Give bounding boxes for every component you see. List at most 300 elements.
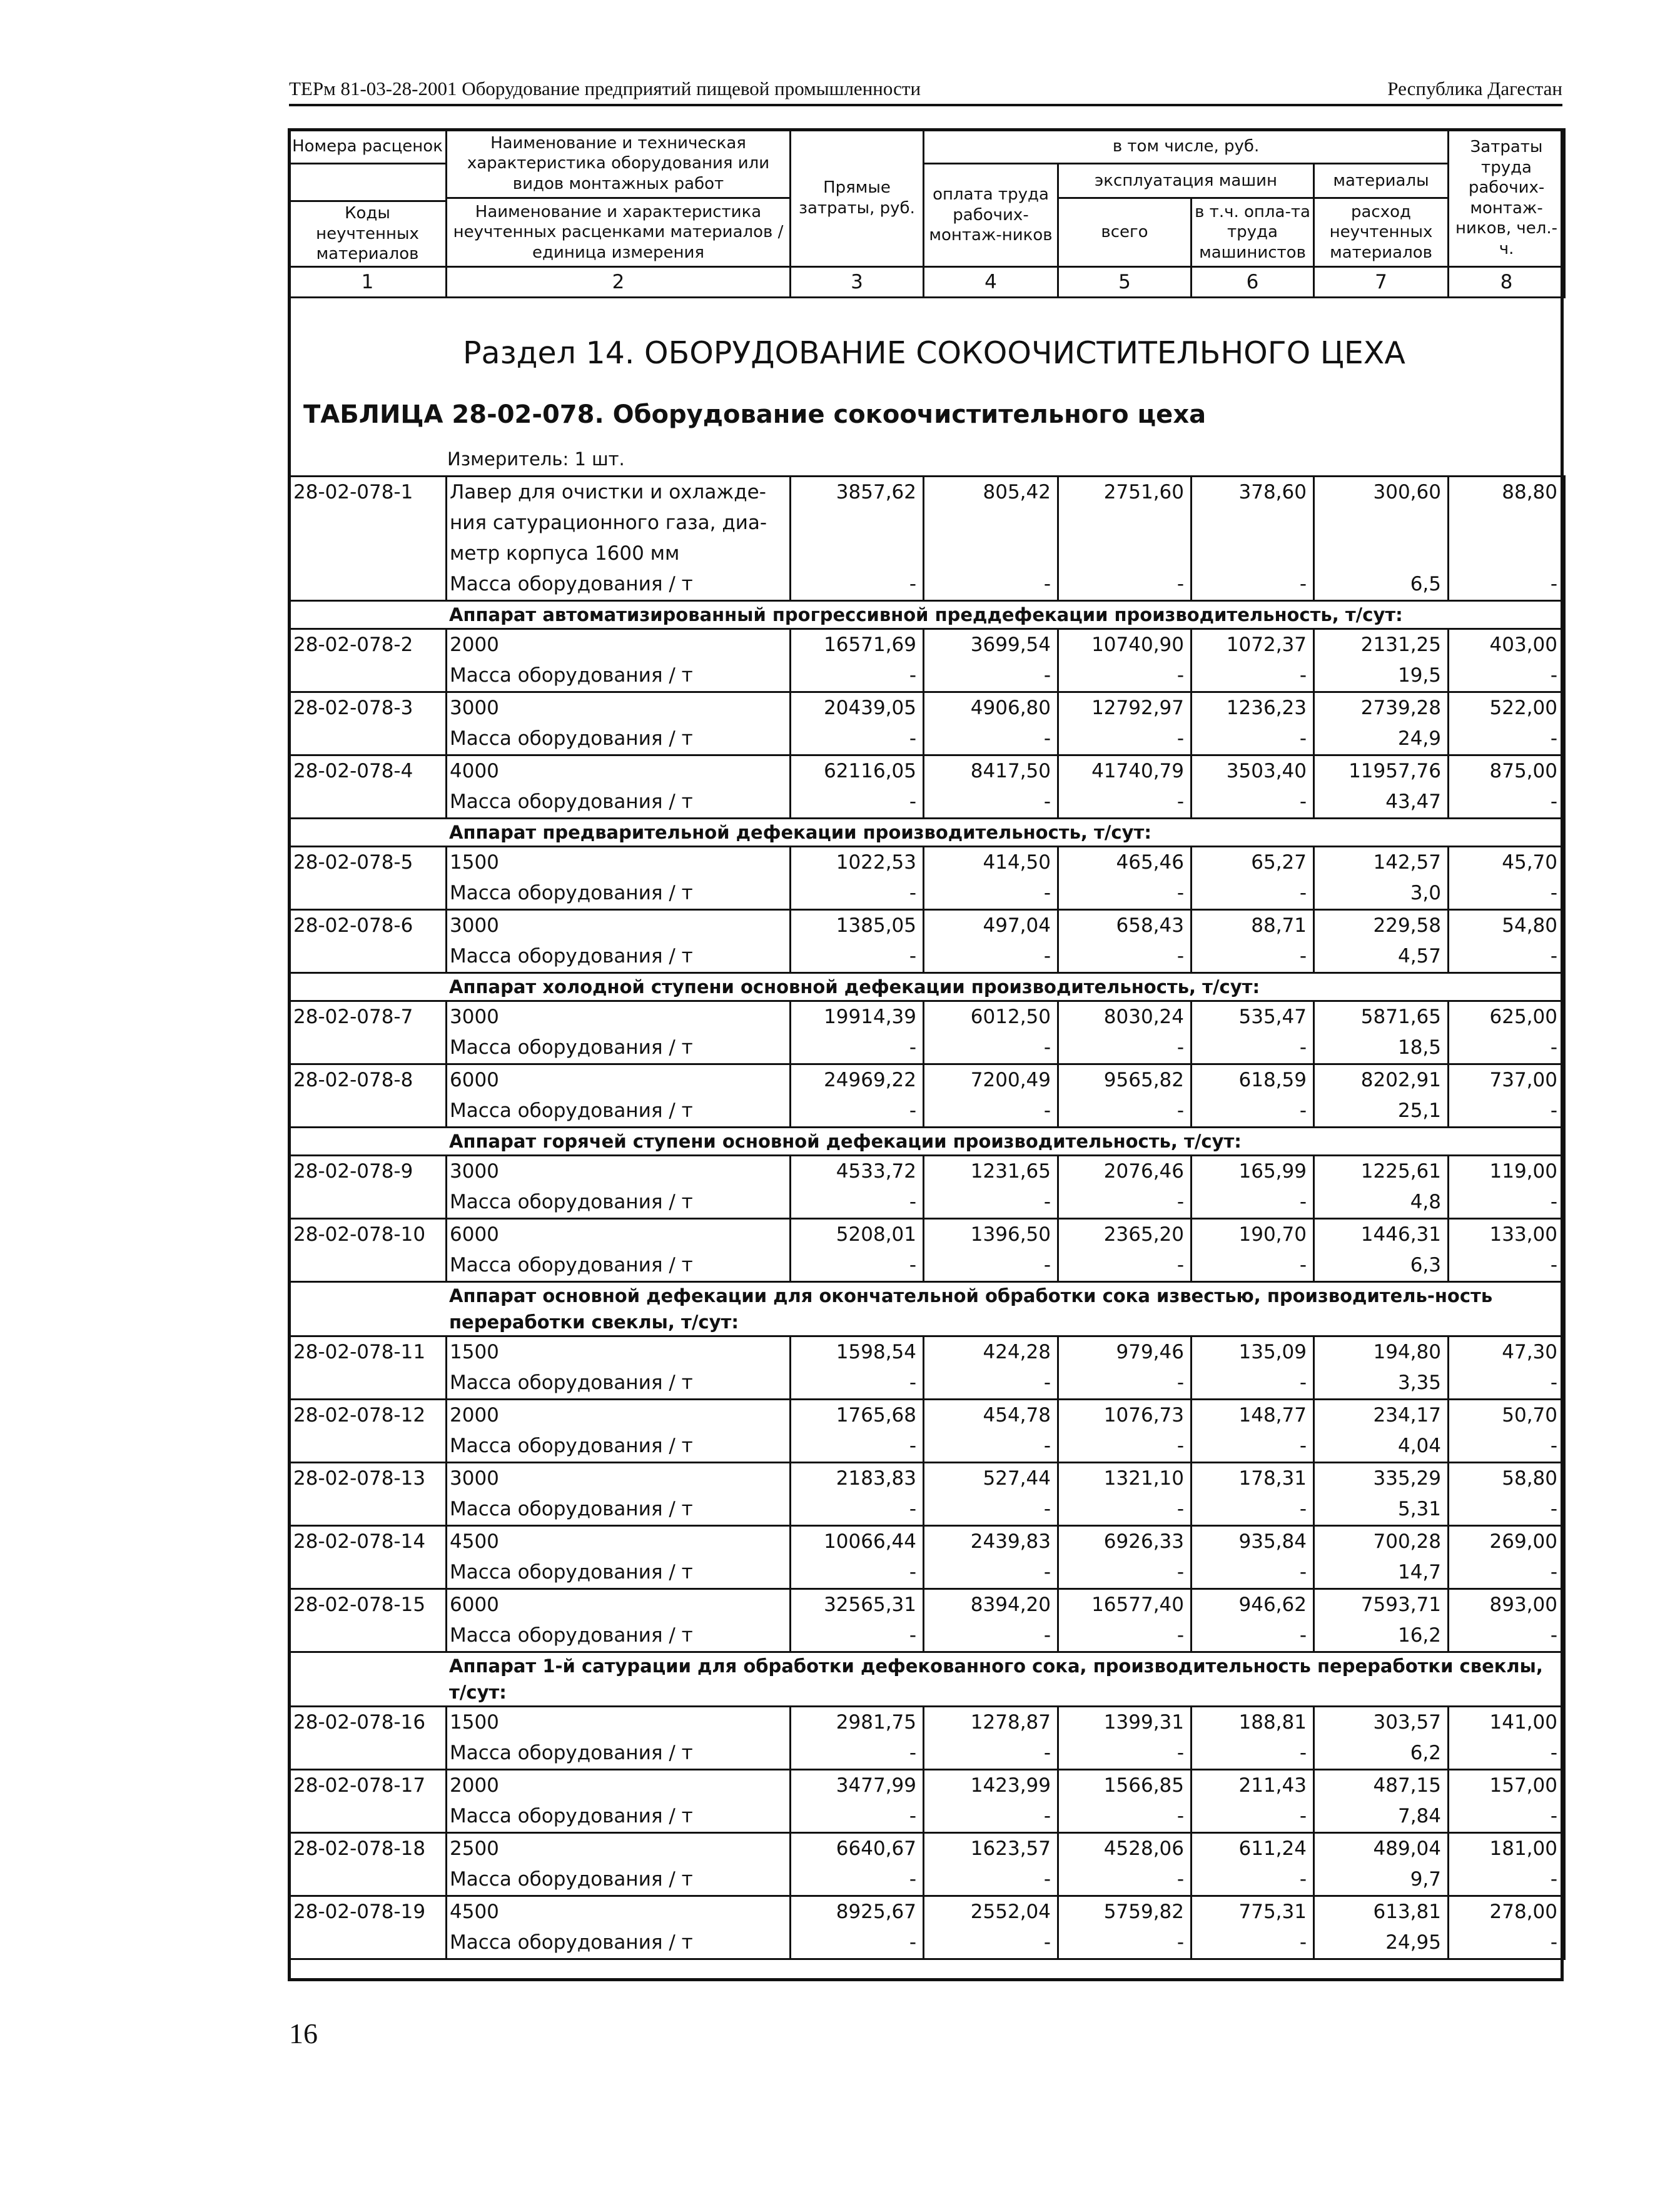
rate-labor-cell — [924, 1707, 1058, 1770]
rate-materials: 613,81 — [1373, 1901, 1441, 1923]
mass-value: 18,5 — [1397, 1036, 1441, 1059]
rate-materials-cell — [1314, 1896, 1449, 1959]
rate-labor: 1231,65 — [970, 1160, 1051, 1183]
mass-label: Масса оборудования / т — [450, 1742, 693, 1764]
rate-machines-cell — [1058, 1833, 1192, 1896]
mass-dash: - — [1177, 1371, 1184, 1394]
rate-direct-cell — [791, 1833, 924, 1896]
blank-line — [1449, 538, 1557, 569]
rate-materials: 303,57 — [1373, 1711, 1441, 1734]
mass-label: Масса оборудования / т — [450, 1435, 693, 1457]
mass-dash: - — [909, 1561, 916, 1583]
rate-name-cell — [447, 755, 791, 819]
rate-name-cell — [447, 1770, 791, 1833]
rate-direct-cell — [791, 1463, 924, 1526]
rate-labor-cell — [924, 755, 1058, 819]
rate-code: 28-02-078-4 — [289, 755, 447, 819]
mass-value: 24,95 — [1385, 1931, 1441, 1954]
rate-labor: 4906,80 — [970, 697, 1051, 719]
rate-materials: 234,17 — [1373, 1404, 1441, 1427]
rate-direct: 4533,72 — [836, 1160, 916, 1183]
rate-machines-cell — [1058, 1001, 1192, 1064]
rate-hours-cell — [1449, 1001, 1565, 1064]
running-header — [289, 75, 1562, 106]
rate-direct-cell — [791, 477, 924, 601]
rate-machinists: 178,31 — [1238, 1467, 1307, 1490]
rate-capacity: 3000 — [450, 1467, 499, 1490]
mass-dash: - — [909, 1371, 916, 1394]
rate-materials-cell — [1314, 1156, 1449, 1219]
rate-materials-cell — [1314, 692, 1449, 755]
rate-machinists-cell — [1192, 755, 1314, 819]
rate-row — [289, 692, 1565, 755]
rate-machinists: 535,47 — [1238, 1006, 1307, 1028]
rate-hours-cell — [1449, 1064, 1565, 1128]
rate-materials: 2131,25 — [1360, 634, 1441, 656]
rate-code: 28-02-078-8 — [289, 1064, 447, 1128]
mass-dash: - — [909, 1498, 916, 1520]
rate-machines: 1566,85 — [1103, 1774, 1184, 1797]
rate-materials-cell — [1314, 1064, 1449, 1128]
rate-row — [289, 1336, 1565, 1400]
mass-dash: - — [1550, 790, 1557, 813]
rate-row — [289, 1896, 1565, 1959]
rate-code: 28-02-078-15 — [289, 1589, 447, 1652]
rate-capacity: 1500 — [450, 851, 499, 874]
group-row — [289, 1652, 1565, 1707]
rate-materials-cell — [1314, 755, 1449, 819]
mass-dash: - — [1299, 1624, 1307, 1647]
rate-hours-cell — [1449, 1896, 1565, 1959]
rate-direct-cell — [791, 1001, 924, 1064]
rate-hours: 119,00 — [1489, 1160, 1557, 1183]
blank-line — [924, 508, 1051, 538]
rate-name-cell — [447, 847, 791, 910]
rate-hours: 141,00 — [1489, 1711, 1557, 1734]
rate-materials: 5871,65 — [1360, 1006, 1441, 1028]
mass-dash: - — [1299, 1498, 1307, 1520]
group-title: Аппарат 1-й сатурации для обработки дефекованного сока, производительность переработки свеклы, т/сут: — [289, 1652, 1565, 1707]
rate-capacity: 3000 — [450, 697, 499, 719]
rate-hours-cell — [1449, 1833, 1565, 1896]
rate-hours-cell — [1449, 755, 1565, 819]
rate-hours: 269,00 — [1489, 1530, 1557, 1553]
mass-value: 4,8 — [1410, 1191, 1441, 1213]
rate-machinists: 618,59 — [1238, 1069, 1307, 1091]
rate-machinists: 3503,40 — [1226, 760, 1307, 782]
rate-machinists-cell — [1192, 1156, 1314, 1219]
rate-name-cell — [447, 1001, 791, 1064]
group-row — [289, 973, 1565, 1001]
rate-labor-cell — [924, 1156, 1058, 1219]
rate-hours-cell — [1449, 1463, 1565, 1526]
mass-dash: - — [1043, 1931, 1051, 1954]
rate-direct: 16571,69 — [824, 634, 916, 656]
rate-hours: 58,80 — [1502, 1467, 1557, 1490]
rate-name-cell — [447, 692, 791, 755]
mass-value: 43,47 — [1385, 790, 1441, 813]
rate-labor-cell — [924, 1400, 1058, 1463]
rate-machinists: 135,09 — [1238, 1341, 1307, 1363]
group-title: Аппарат горячей ступени основной дефекации производительность, т/сут: — [289, 1128, 1565, 1156]
blank-line — [1059, 538, 1184, 569]
rate-machinists: 165,99 — [1238, 1160, 1307, 1183]
rate-code: 28-02-078-18 — [289, 1833, 447, 1896]
rate-direct: 62116,05 — [824, 760, 916, 782]
rate-machinists-cell — [1192, 1336, 1314, 1400]
mass-value: 14,7 — [1397, 1561, 1441, 1583]
blank-line — [1192, 508, 1307, 538]
breakdown-group-header: в том числе, руб. — [924, 129, 1449, 164]
rate-labor: 414,50 — [983, 851, 1051, 874]
rate-machines-cell — [1058, 1526, 1192, 1589]
mass-label: Масса оборудования / т — [450, 1624, 693, 1647]
mass-dash: - — [1043, 1498, 1051, 1520]
mass-label: Масса оборудования / т — [450, 1868, 693, 1891]
mass-dash: - — [1299, 1435, 1307, 1457]
mass-dash: - — [1299, 1931, 1307, 1954]
mass-label: Масса оборудования / т — [450, 1254, 693, 1276]
column-number: 4 — [924, 267, 1058, 298]
rate-machines-cell — [1058, 1064, 1192, 1128]
rate-hours: 737,00 — [1489, 1069, 1557, 1091]
rate-labor-cell — [924, 847, 1058, 910]
rate-row — [289, 1707, 1565, 1770]
mass-dash: - — [1550, 1254, 1557, 1276]
rate-machines-cell — [1058, 1589, 1192, 1652]
mass-dash: - — [1550, 1868, 1557, 1891]
rate-direct: 10066,44 — [824, 1530, 916, 1553]
mass-dash: - — [1043, 1371, 1051, 1394]
rate-labor-cell — [924, 1896, 1058, 1959]
rate-row — [289, 910, 1565, 973]
rate-name-cell — [447, 1400, 791, 1463]
mass-dash: - — [1550, 1561, 1557, 1583]
table-header — [288, 128, 1566, 298]
rate-labor: 527,44 — [983, 1467, 1051, 1490]
col2-header-top: Наименование и техническая характеристика оборудования или видов монтажных работ — [447, 129, 791, 198]
mass-dash: - — [909, 573, 916, 595]
table-title: ТАБЛИЦА 28-02-078. Оборудование сокоочистительного цеха — [303, 400, 1207, 429]
rate-labor: 2439,83 — [970, 1530, 1051, 1553]
mass-dash: - — [1550, 1435, 1557, 1457]
rate-hours-cell — [1449, 1156, 1565, 1219]
rate-machinists: 148,77 — [1238, 1404, 1307, 1427]
rate-capacity: 3000 — [450, 1006, 499, 1028]
rate-row — [289, 755, 1565, 819]
mass-label: Масса оборудования / т — [450, 790, 693, 813]
column-number: 8 — [1449, 267, 1565, 298]
mass-label: Масса оборудования / т — [450, 945, 693, 967]
rate-materials: 229,58 — [1373, 914, 1441, 937]
rate-direct: 20439,05 — [824, 697, 916, 719]
rate-direct-cell — [791, 1526, 924, 1589]
mass-value: 4,57 — [1397, 945, 1441, 967]
rate-labor: 2552,04 — [970, 1901, 1051, 1923]
mass-dash: - — [1177, 573, 1184, 595]
rate-machinists-cell — [1192, 1896, 1314, 1959]
rate-direct-cell — [791, 692, 924, 755]
group-row — [289, 1282, 1565, 1336]
mass-dash: - — [1550, 1498, 1557, 1520]
rate-code: 28-02-078-13 — [289, 1463, 447, 1526]
rate-machines: 979,46 — [1116, 1341, 1184, 1363]
mass-dash: - — [909, 1099, 916, 1122]
rate-labor-cell — [924, 1833, 1058, 1896]
rate-name-cell — [447, 1463, 791, 1526]
mass-dash: - — [1043, 1099, 1051, 1122]
section-title: Раздел 14. ОБОРУДОВАНИЕ СОКООЧИСТИТЕЛЬНОГО ЦЕХА — [463, 335, 1405, 371]
rate-materials: 142,57 — [1373, 851, 1441, 874]
rate-machinists-cell — [1192, 477, 1314, 601]
rate-code: 28-02-078-5 — [289, 847, 447, 910]
rate-capacity: 2000 — [450, 1404, 499, 1427]
mass-dash: - — [1550, 727, 1557, 750]
rate-direct: 32565,31 — [824, 1594, 916, 1616]
rate-machines: 2076,46 — [1103, 1160, 1184, 1183]
rate-machines: 9565,82 — [1103, 1069, 1184, 1091]
rate-machinists-cell — [1192, 1463, 1314, 1526]
rate-name-cell — [447, 1526, 791, 1589]
rate-capacity: 2000 — [450, 1774, 499, 1797]
rate-materials-cell — [1314, 1770, 1449, 1833]
mass-label: Масса оборудования / т — [450, 1931, 693, 1954]
rate-direct: 3857,62 — [836, 481, 916, 503]
rate-machines-cell — [1058, 1219, 1192, 1282]
rate-code: 28-02-078-1 — [289, 477, 447, 601]
column-number: 3 — [791, 267, 924, 298]
column-number: 5 — [1058, 267, 1192, 298]
rate-row — [289, 1589, 1565, 1652]
rate-materials: 489,04 — [1373, 1837, 1441, 1860]
rate-direct: 24969,22 — [824, 1069, 916, 1091]
rate-labor-cell — [924, 1064, 1058, 1128]
rate-machines: 465,46 — [1116, 851, 1184, 874]
mass-value: 4,04 — [1397, 1435, 1441, 1457]
rate-machines-cell — [1058, 1896, 1192, 1959]
page-number: 16 — [289, 2018, 318, 2049]
rate-name-cell — [447, 1336, 791, 1400]
rate-machines: 1399,31 — [1103, 1711, 1184, 1734]
rate-labor-cell — [924, 477, 1058, 601]
column-number: 6 — [1192, 267, 1314, 298]
rate-materials-cell — [1314, 1219, 1449, 1282]
mass-dash: - — [1299, 1742, 1307, 1764]
mass-value: 9,7 — [1410, 1868, 1441, 1891]
mass-dash: - — [1177, 1561, 1184, 1583]
rate-labor-cell — [924, 910, 1058, 973]
rate-direct-cell — [791, 1336, 924, 1400]
rate-materials: 700,28 — [1373, 1530, 1441, 1553]
rate-machines-cell — [1058, 1463, 1192, 1526]
mass-dash: - — [1299, 1805, 1307, 1827]
mass-dash: - — [1177, 664, 1184, 687]
mass-dash: - — [1299, 1371, 1307, 1394]
rate-hours: 181,00 — [1489, 1837, 1557, 1860]
document-title: ТЕРм 81-03-28-2001 Оборудование предприятий пищевой промышленности — [289, 78, 921, 99]
mass-dash: - — [1550, 1742, 1557, 1764]
mass-dash: - — [1043, 1254, 1051, 1276]
blank-line — [791, 508, 916, 538]
rate-labor: 1396,50 — [970, 1223, 1051, 1246]
mass-value: 19,5 — [1397, 664, 1441, 687]
mass-value: 3,35 — [1397, 1371, 1441, 1394]
mass-dash: - — [1550, 882, 1557, 904]
rate-direct: 1022,53 — [836, 851, 916, 874]
rate-machines: 12792,97 — [1091, 697, 1184, 719]
rate-machines-cell — [1058, 692, 1192, 755]
rate-labor: 7200,49 — [970, 1069, 1051, 1091]
mass-dash: - — [1043, 1435, 1051, 1457]
mass-dash: - — [909, 1036, 916, 1059]
rate-hours: 875,00 — [1489, 760, 1557, 782]
rate-code: 28-02-078-2 — [289, 629, 447, 692]
rate-machines-cell — [1058, 1400, 1192, 1463]
mass-dash: - — [1177, 1742, 1184, 1764]
rate-row — [289, 1156, 1565, 1219]
rate-machines: 8030,24 — [1103, 1006, 1184, 1028]
blank-line — [791, 538, 916, 569]
rate-labor-cell — [924, 1589, 1058, 1652]
mass-dash: - — [909, 1742, 916, 1764]
rate-hours: 893,00 — [1489, 1594, 1557, 1616]
rate-capacity: 4000 — [450, 760, 499, 782]
rate-labor-cell — [924, 1001, 1058, 1064]
mass-label: Масса оборудования / т — [450, 1805, 693, 1827]
mass-value: 7,84 — [1397, 1805, 1441, 1827]
rate-materials-cell — [1314, 1707, 1449, 1770]
rate-labor: 1423,99 — [970, 1774, 1051, 1797]
rate-hours-cell — [1449, 1526, 1565, 1589]
rate-name-cell — [447, 629, 791, 692]
rate-materials-cell — [1314, 1001, 1449, 1064]
mass-value: 6,2 — [1410, 1742, 1441, 1764]
rate-labor: 424,28 — [983, 1341, 1051, 1363]
mass-dash: - — [1043, 1191, 1051, 1213]
machines-header: эксплуатация машин — [1058, 164, 1314, 198]
rate-labor: 8394,20 — [970, 1594, 1051, 1616]
rate-materials-cell — [1314, 477, 1449, 601]
mass-value: 5,31 — [1397, 1498, 1441, 1520]
rate-labor-cell — [924, 1336, 1058, 1400]
rate-machinists: 935,84 — [1238, 1530, 1307, 1553]
group-title: Аппарат холодной ступени основной дефекации производительность, т/сут: — [289, 973, 1565, 1001]
mass-dash: - — [1043, 882, 1051, 904]
rate-direct-cell — [791, 1770, 924, 1833]
rate-direct-cell — [791, 1400, 924, 1463]
rate-machinists-cell — [1192, 1219, 1314, 1282]
mass-label: Масса оборудования / т — [450, 1498, 693, 1520]
rate-materials-cell — [1314, 847, 1449, 910]
rate-code: 28-02-078-19 — [289, 1896, 447, 1959]
mass-value: 16,2 — [1397, 1624, 1441, 1647]
rate-code: 28-02-078-17 — [289, 1770, 447, 1833]
rate-materials: 2739,28 — [1360, 697, 1441, 719]
rate-code: 28-02-078-9 — [289, 1156, 447, 1219]
rate-capacity: 6000 — [450, 1069, 499, 1091]
rate-labor: 454,78 — [983, 1404, 1051, 1427]
mass-dash: - — [1550, 573, 1557, 595]
mass-value: 24,9 — [1397, 727, 1441, 750]
rate-name-line: ния сатурационного газа, диа- — [450, 512, 767, 534]
rate-capacity: 1500 — [450, 1711, 499, 1734]
mass-dash: - — [1177, 727, 1184, 750]
rate-name-cell — [447, 1833, 791, 1896]
rate-capacity: 3000 — [450, 914, 499, 937]
mass-dash: - — [909, 664, 916, 687]
rate-direct: 19914,39 — [824, 1006, 916, 1028]
rate-materials: 7593,71 — [1360, 1594, 1441, 1616]
mass-dash: - — [1550, 1371, 1557, 1394]
rate-capacity: 1500 — [450, 1341, 499, 1363]
rate-machinists: 946,62 — [1238, 1594, 1307, 1616]
rate-direct: 2183,83 — [836, 1467, 916, 1490]
rate-machines-cell — [1058, 847, 1192, 910]
rate-materials-cell — [1314, 1336, 1449, 1400]
rate-code: 28-02-078-11 — [289, 1336, 447, 1400]
mass-dash: - — [909, 882, 916, 904]
group-row — [289, 1128, 1565, 1156]
rate-direct-cell — [791, 1589, 924, 1652]
mass-dash: - — [1550, 1099, 1557, 1122]
rate-name-line: Лавер для очистки и охлажде- — [450, 481, 766, 503]
mass-label: Масса оборудования / т — [450, 1191, 693, 1213]
rate-machines: 41740,79 — [1091, 760, 1184, 782]
rate-hours-cell — [1449, 1219, 1565, 1282]
rate-machinists-cell — [1192, 692, 1314, 755]
mass-dash: - — [1299, 664, 1307, 687]
rate-hours-cell — [1449, 692, 1565, 755]
rate-machinists: 378,60 — [1238, 481, 1307, 503]
rate-row — [289, 1770, 1565, 1833]
rate-hours-cell — [1449, 1707, 1565, 1770]
rate-capacity: 3000 — [450, 1160, 499, 1183]
col1-header-top-cont — [289, 164, 447, 201]
rate-materials: 8202,91 — [1360, 1069, 1441, 1091]
mass-dash: - — [1299, 882, 1307, 904]
mass-dash: - — [1177, 1254, 1184, 1276]
rate-materials: 300,60 — [1373, 481, 1441, 503]
rate-direct-cell — [791, 847, 924, 910]
col6-header: в т.ч. опла-та труда машинистов — [1192, 198, 1314, 267]
mass-label: Масса оборудования / т — [450, 573, 693, 595]
rate-machines-cell — [1058, 477, 1192, 601]
rate-direct-cell — [791, 629, 924, 692]
rate-materials: 1446,31 — [1360, 1223, 1441, 1246]
rate-labor: 8417,50 — [970, 760, 1051, 782]
group-title: Аппарат основной дефекации для окончательной обработки сока известью, производитель-ность переработки свеклы, т/сут: — [289, 1282, 1565, 1336]
rates-table — [288, 475, 1566, 1960]
rate-machinists-cell — [1192, 1001, 1314, 1064]
rate-code: 28-02-078-14 — [289, 1526, 447, 1589]
rate-machines: 5759,82 — [1103, 1901, 1184, 1923]
rate-machinists-cell — [1192, 1400, 1314, 1463]
mass-dash: - — [1550, 664, 1557, 687]
rate-labor: 1278,87 — [970, 1711, 1051, 1734]
mass-dash: - — [1043, 1624, 1051, 1647]
blank-line — [1449, 508, 1557, 538]
group-row — [289, 601, 1565, 629]
col4-header: оплата труда рабочих-монтаж-ников — [924, 164, 1058, 267]
mass-dash: - — [909, 945, 916, 967]
mass-label: Масса оборудования / т — [450, 1561, 693, 1583]
mass-dash: - — [1299, 790, 1307, 813]
column-numbers-row — [289, 267, 1565, 298]
rate-hours-cell — [1449, 629, 1565, 692]
col7-header: расход неучтенных материалов — [1314, 198, 1449, 267]
rate-materials: 194,80 — [1373, 1341, 1441, 1363]
rate-labor: 6012,50 — [970, 1006, 1051, 1028]
